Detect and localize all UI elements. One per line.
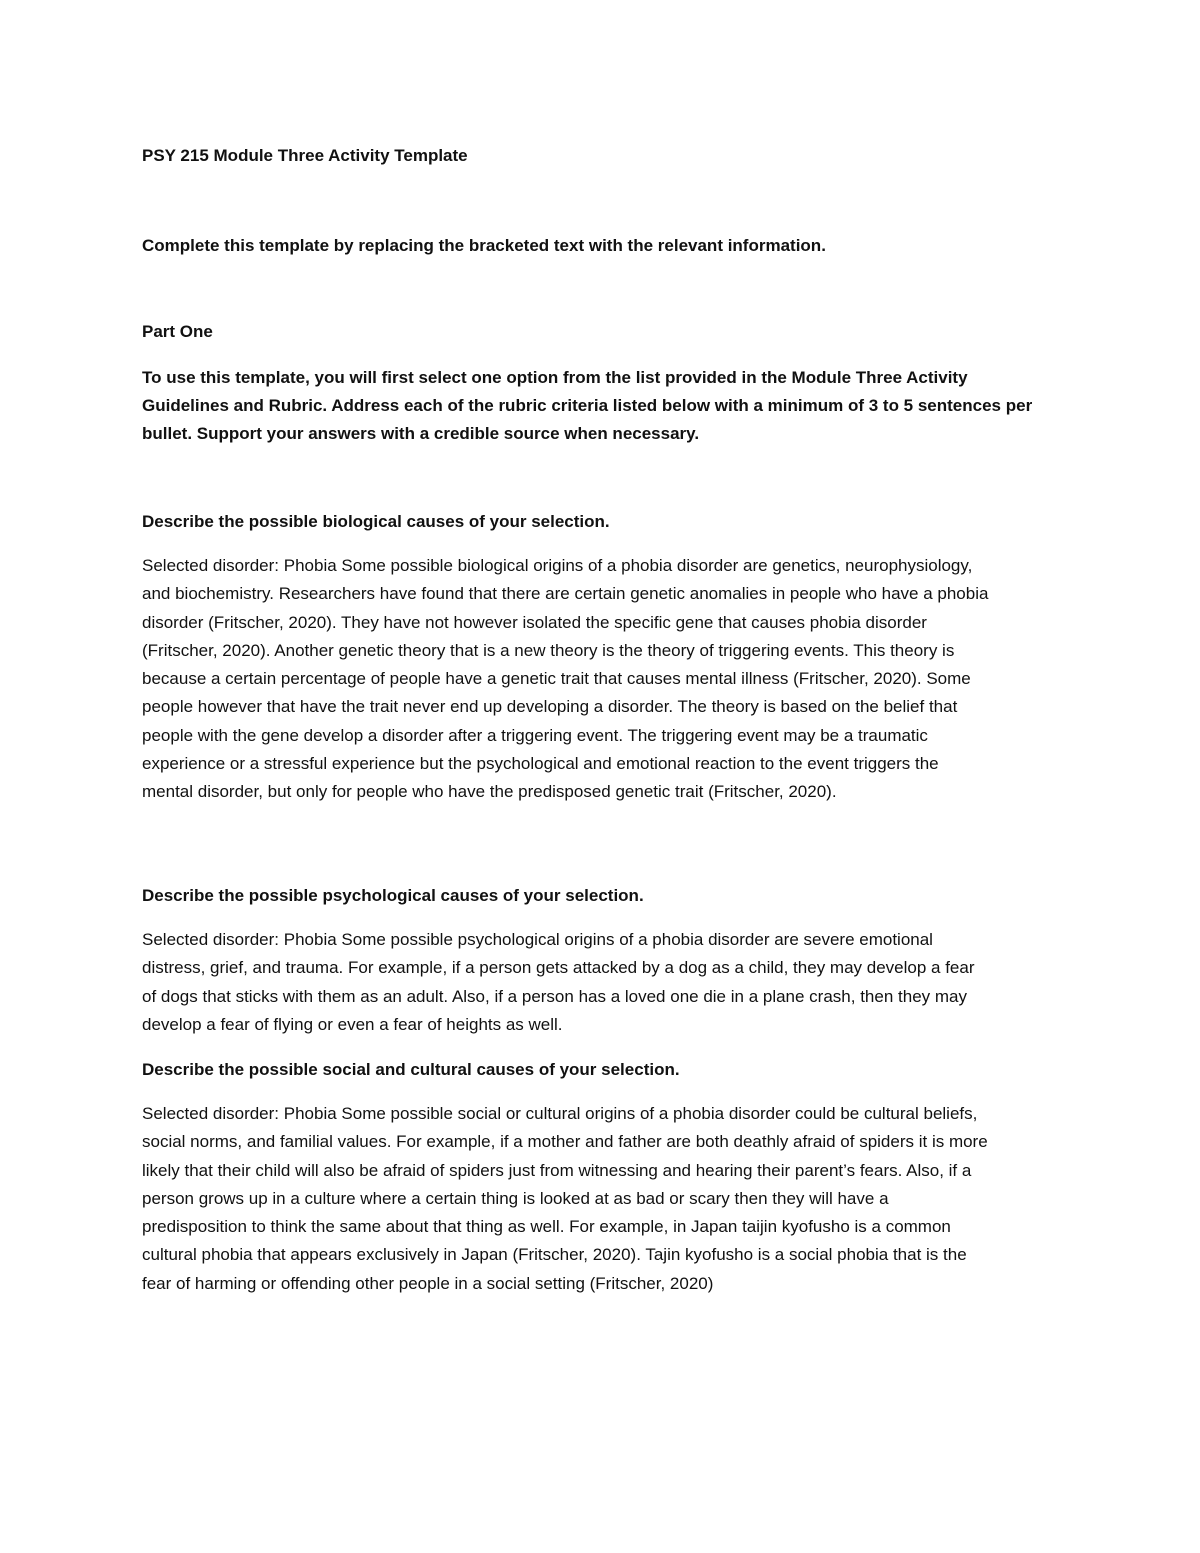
part-intro: To use this template, you will first select one option from the list provided in the Module Three Activity Guidelines and Rubric. Address each of the rubric criteria listed below with a minimum of 3 to 5 sentences per bullet. Support your answers with a credible source when necessary. bbox=[142, 368, 1033, 443]
section-heading: Describe the possible biological causes of your selection. bbox=[142, 512, 610, 531]
section-body: Selected disorder: Phobia Some possible psychological origins of a phobia disorder are severe emotional distress, grief, and trauma. For example, if a person gets attacked by a dog as a child, they may develop a fear of dogs that sticks with them as an adult. Also, if a person has a loved one die in a plane crash, then they may develop a fear of flying or even a fear of heights as well. bbox=[142, 930, 975, 1034]
part-label: Part One bbox=[142, 322, 213, 341]
section-psychological-causes bbox=[142, 884, 992, 1039]
section-heading: Describe the possible psychological causes of your selection. bbox=[142, 886, 644, 905]
section-biological-causes bbox=[142, 510, 992, 807]
document-title: PSY 215 Module Three Activity Template bbox=[142, 146, 468, 165]
section-heading: Describe the possible social and cultural causes of your selection. bbox=[142, 1060, 680, 1079]
section-social-cultural-causes bbox=[142, 1058, 992, 1298]
template-instructions: Complete this template by replacing the bracketed text with the relevant information. bbox=[142, 236, 826, 255]
document-body bbox=[142, 144, 1062, 1293]
section-body: Selected disorder: Phobia Some possible social or cultural origins of a phobia disorder could be cultural beliefs, social norms, and familial values. For example, if a mother and father are both deathly afraid of spiders it is more likely that their child will also be afraid of spiders just from witnessing and hearing their parent’s fears. Also, if a person grows up in a culture where a certain thing is looked at as bad or scary then they will have a predisposition to think the same about that thing as well. For example, in Japan taijin kyofusho is a common cultural phobia that appears exclusively in Japan (Fritscher, 2020). Tajin kyofusho is a social phobia that is the fear of harming or offending other people in a social setting (Fritscher, 2020) bbox=[142, 1104, 988, 1293]
section-body: Selected disorder: Phobia Some possible biological origins of a phobia disorder are genetics, neurophysiology, and biochemistry. Researchers have found that there are certain genetic anomalies in people who have a phobia disorder (Fritscher, 2020). They have not however isolated the specific gene that causes phobia disorder (Fritscher, 2020). Another genetic theory that is a new theory is the theory of triggering events. This theory is because a certain percentage of people have a genetic trait that causes mental illness (Fritscher, 2020). Some people however that have the trait never end up developing a disorder. The theory is based on the belief that people with the gene develop a disorder after a triggering event. The triggering event may be a traumatic experience or a stressful experience but the psychological and emotional reaction to the event triggers the mental disorder, but only for people who have the predisposed genetic trait (Fritscher, 2020). bbox=[142, 556, 989, 802]
